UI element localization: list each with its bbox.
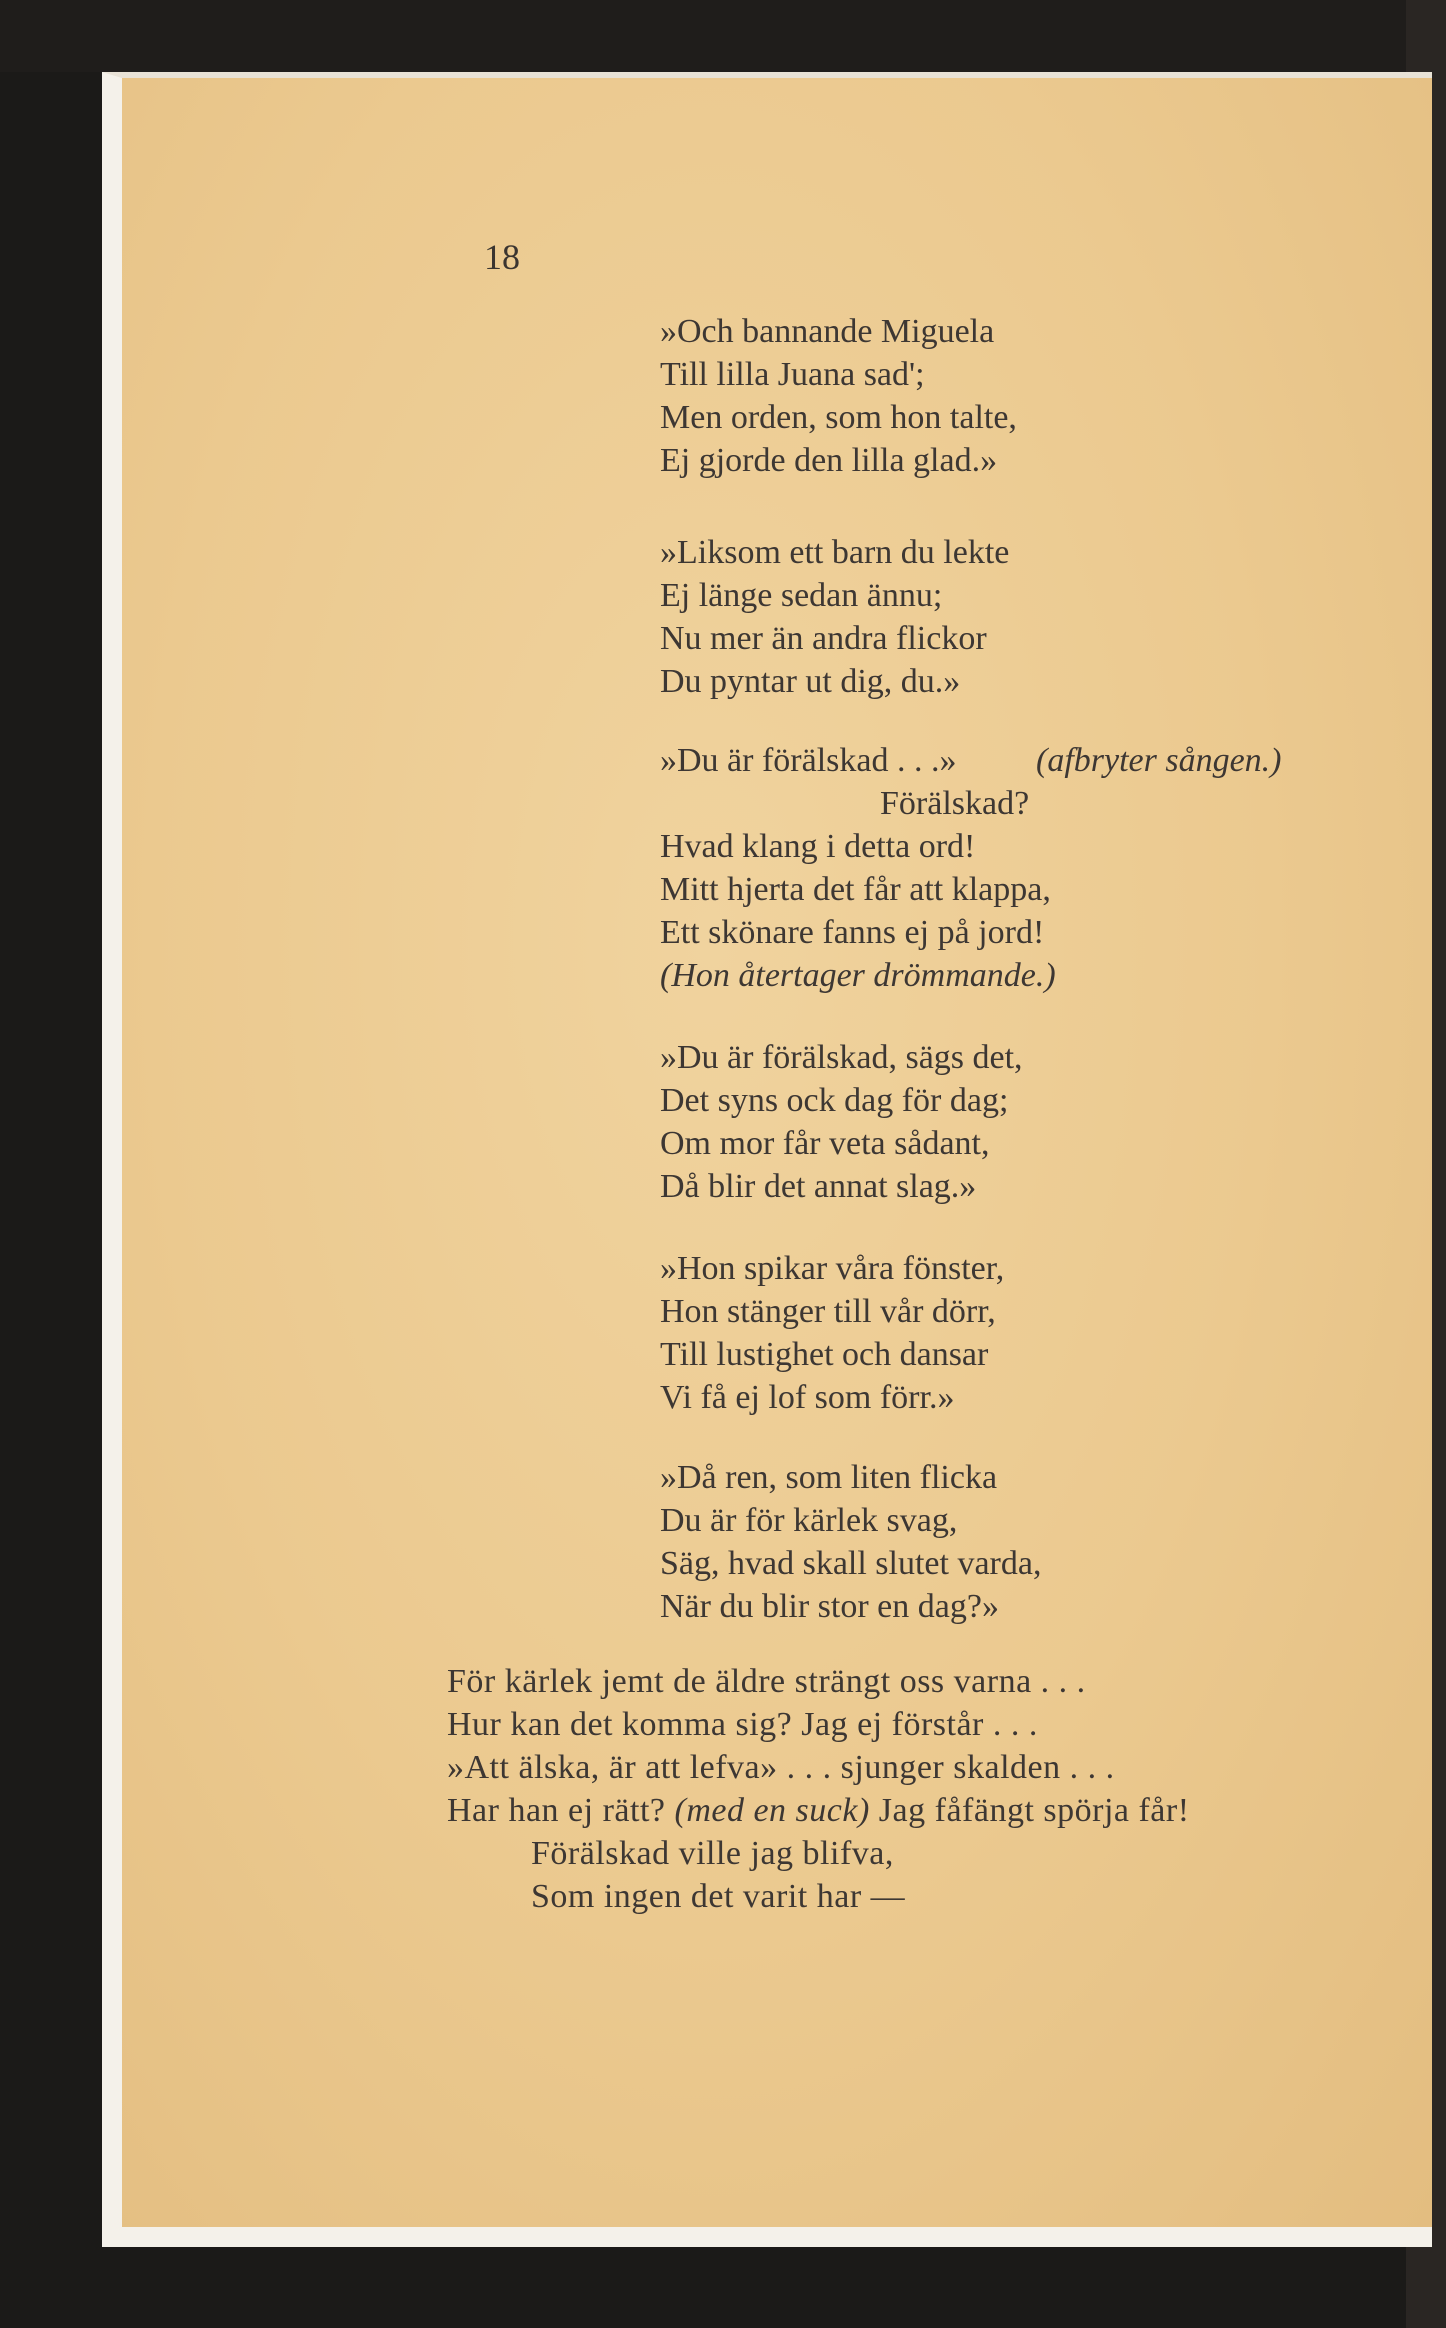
verse-line: »Liksom ett barn du lekte xyxy=(660,534,1010,571)
verse-line: Ej gjorde den lilla glad.» xyxy=(660,442,998,479)
stanza-3 xyxy=(660,739,1282,1043)
verse-line: Förälskad ville jag blifva, xyxy=(531,1835,894,1872)
stanza-1 xyxy=(660,310,1017,500)
stanza-2 xyxy=(660,531,1010,721)
stage-direction-text: (afbryter sången.) xyxy=(1036,742,1282,779)
page-number: 18 xyxy=(484,237,520,277)
stanza-4 xyxy=(660,1036,1023,1226)
verse-line: Det syns ock dag för dag; xyxy=(660,1082,1009,1119)
stage-direction xyxy=(1036,739,1282,783)
closing-passage xyxy=(447,1660,1190,1926)
verse-line: Hon stänger till vår dörr, xyxy=(660,1293,996,1330)
verse-line: För kärlek jemt de äldre strängt oss varna . . . xyxy=(447,1663,1086,1700)
verse-line: Som ingen det varit har — xyxy=(531,1878,906,1915)
verse-line: Förälskad? xyxy=(880,785,1030,822)
verse-line: Då blir det annat slag.» xyxy=(660,1168,977,1205)
stage-direction xyxy=(660,954,1056,998)
verse-line: Vi få ej lof som förr.» xyxy=(660,1379,955,1416)
verse-line: Men orden, som hon talte, xyxy=(660,399,1017,436)
verse-line: Hur kan det komma sig? Jag ej förstår . . . xyxy=(447,1706,1038,1743)
stanza-6 xyxy=(660,1456,1042,1646)
verse-line: Du är för kärlek svag, xyxy=(660,1502,958,1539)
verse-line xyxy=(447,1789,1190,1833)
scan-edge-top xyxy=(0,0,1446,72)
verse-line: Hvad klang i detta ord! xyxy=(660,828,976,865)
verse-line: Till lustighet och dansar xyxy=(660,1336,989,1373)
verse-line: Ej länge sedan ännu; xyxy=(660,577,943,614)
verse-line: Om mor får veta sådant, xyxy=(660,1125,990,1162)
verse-line: »Då ren, som liten flicka xyxy=(660,1459,998,1496)
verse-line: Du pyntar ut dig, du.» xyxy=(660,663,961,700)
verse-fragment: Jag fåfängt spörja får! xyxy=(869,1792,1190,1829)
verse-line: När du blir stor en dag?» xyxy=(660,1588,999,1625)
verse-line: »Du är förälskad . . .» xyxy=(660,742,957,779)
verse-line: »Hon spikar våra fönster, xyxy=(660,1250,1005,1287)
verse-line: »Att älska, är att lefva» . . . sjunger skalden . . . xyxy=(447,1749,1115,1786)
verse-line: Säg, hvad skall slutet varda, xyxy=(660,1545,1042,1582)
verse-line: »Och bannande Miguela xyxy=(660,313,995,350)
stage-direction-text: (med en suck) xyxy=(674,1792,870,1829)
verse-line: Mitt hjerta det får att klappa, xyxy=(660,871,1051,908)
verse-line: Till lilla Juana sad'; xyxy=(660,356,925,393)
verse-line: Ett skönare fanns ej på jord! xyxy=(660,914,1045,951)
stage-direction-text: (Hon återtager drömmande.) xyxy=(660,957,1056,994)
verse-fragment: Har han ej rätt? xyxy=(447,1792,675,1829)
verse-line: Nu mer än andra flickor xyxy=(660,620,987,657)
stanza-5 xyxy=(660,1247,1005,1437)
verse-line: »Du är förälskad, sägs det, xyxy=(660,1039,1023,1076)
